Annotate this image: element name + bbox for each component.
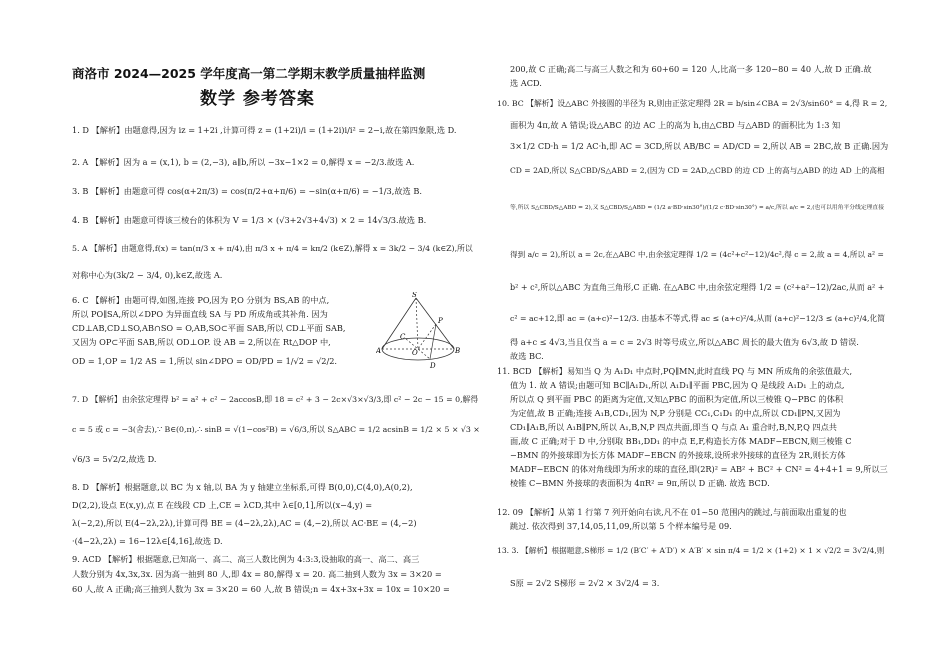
answer-11-line-2: 值为 1. 故 A 错误;由题可知 BC∥A₁D₁,所以 A₁D₁∥平面 PBC,因为 Q 是线段 A₁D₁ 上的动点, (510, 380, 845, 390)
answer-7-line-2: c = 5 或 c = −3(舍去),∵ B∈(0,π),∴ sinB = √(1−cos²B) = √6/3,所以 S△ABC = 1/2 acsinB = 1/2 × 5 × √3 × (72, 425, 480, 434)
answer-8-line-4: ·(4−2λ,2λ) = 16−12λ∈[4,16],故选 D. (72, 536, 223, 546)
answer-2: 2. A 【解析】因为 a = (x,1), b = (2,−3), a∥b,所以 −3x−1×2 = 0,解得 x = −2/3.故选 A. (72, 157, 415, 167)
label-b: B (455, 347, 461, 355)
answer-8-line-2: D(2,2),设点 E(x,y),点 E 在线段 CD 上,CE = λCD,其中 λ∈[0,1],所以(x−4,y) = (72, 500, 373, 510)
answer-11-line-7: −BMN 的外接球即为长方体 MADF−EBCN 的外接球,设所求外接球的直径为 2R,则长方体 (510, 450, 846, 460)
answer-11-line-6: 面,故 C 正确;对于 D 中,分别取 BB₁,DD₁ 的中点 E,F,构造长方体 MADF−EBCN,则三棱锥 C (510, 436, 852, 446)
answer-5-line-1: 5. A 【解析】由题意得,f(x) = tan(π/3 x + π/4),由 π/3 x + π/4 = kπ/2 (k∈Z),解得 x = 3k/2 − 3/4 (k∈Z),所以 (72, 244, 473, 253)
answer-9-line-1: 9. ACD 【解析】根据题意,已知高一、高二、高三人数比例为 4:3:3,设抽取的高一、高二、高三 (72, 554, 420, 564)
answer-6-line-3: CD⊥AB,CD⊥SO,AB∩SO = O,AB,SO⊂平面 SAB,所以 CD⊥平面 SAB, (72, 323, 346, 333)
label-d: D (430, 362, 436, 370)
answer-7-line-3: √6/3 = 5√2/2,故选 D. (72, 454, 157, 464)
answer-10-line-3: 3×1/2 CD·h = 1/2 AC·h,即 AC = 3CD,所以 AB/BC = AD/CD = 2,所以 AB = 2BC,故 B 正确.因为 (510, 141, 889, 151)
answer-5-line-2: 对称中心为(3k/2 − 3/4, 0),k∈Z,故选 A. (72, 270, 223, 280)
answer-10-line-1: 10. BC 【解析】设△ABC 外接圆的半径为 R,则由正弦定理得 2R = b/sin∠CBA = 2√3/sin60° = 4,得 R = 2, (497, 99, 888, 108)
answer-6-line-4: 又因为 OP⊂平面 SAB,所以 OD⊥OP. 设 AB = 2,所以在 Rt△DOP 中, (72, 337, 331, 347)
answer-11-line-4: 为定值,故 B 正确;连接 A₁B,CD₁,因为 N,P 分别是 CC₁,C₁D₁ 的中点,所以 CD₁∥PN,又因为 (510, 408, 841, 418)
answer-6-line-2: 所以 PO∥SA,所以∠DPO 为异面直线 SA 与 PD 所成角或其补角. 因为 (72, 309, 328, 319)
label-s: S (412, 292, 417, 299)
answer-11-line-8: MADF−EBCN 的体对角线即为所求的球的直径,即(2R)² = AB² + BC² + CN² = 4+4+1 = 9,所以三 (510, 464, 888, 474)
answer-11-line-9: 棱锥 C−BMN 外接球的表面积为 4πR² = 9π,所以 D 正确. 故选 BCD. (510, 478, 770, 488)
answer-13-line-2: S原 = 2√2 S梯形 = 2√2 × 3√2/4 = 3. (510, 578, 660, 588)
cone-segment-pd (430, 324, 436, 359)
answer-10-line-2: 面积为 4π,故 A 错误;设△ABC 的边 AC 上的高为 h,由△CBD 与△ABD 的面积比为 1:3 知 (510, 120, 841, 130)
answer-9-line-2: 人数分别为 4x,3x,3x. 因为高一抽到 80 人,即 4x = 80,解得 x = 20. 高二抽到人数为 3x = 3×20 = (72, 569, 442, 579)
answer-12-line-1: 12. 09 【解析】从第 1 行第 7 列开始向右读,凡不在 01~50 范围内的跳过,与前面取出重复的也 (497, 507, 847, 517)
answer-10-line-6: 得到 a/c = 2),所以 a = 2c,在△ABC 中,由余弦定理得 1/2 = (4c²+c²−12)/4c²,得 c = 2,故 a = 4,所以 a² = (510, 250, 884, 259)
page-title: 商洛市 2024—2025 学年度高一第二学期末教学质量抽样监测 (72, 66, 426, 81)
answer-3: 3. B 【解析】由题意可得 cos(α+2π/3) = cos(π/2+α+π/6) = −sin(α+π/6) = −1/3,故选 B. (72, 186, 422, 196)
cone-figure (376, 292, 462, 372)
answer-11-line-3: 所以点 Q 到平面 PBC 的距离为定值,又知△PBC 的面积为定值,所以三棱锥 Q−PBC 的体积 (510, 394, 844, 404)
answer-6-line-5: OD = 1,OP = 1/2 AS = 1,所以 sin∠DPO = OD/PD = 1/√2 = √2/2. (72, 356, 338, 366)
label-p: P (438, 317, 443, 325)
answer-10-line-8: c² = ac+12,即 ac = (a+c)²−12/3. 由基本不等式,得 ac ≤ (a+c)²/4,从而 (a+c)²−12/3 ≤ (a+c)²/4,化简 (510, 314, 886, 323)
cone-edge-sb (416, 298, 454, 349)
answer-1: 1. D 【解析】由题意得,因为 iz = 1+2i ,计算可得 z = (1+2i)/i = (1+2i)i/i² = 2−i,故在第四象限,选 D. (72, 125, 457, 135)
answer-8-line-3: λ(−2,2),所以 E(4−2λ,2λ),计算可得 BE = (4−2λ,2λ),AC = (4,−2),所以 AC·BE = (4,−2) (72, 518, 417, 528)
answer-9-line-3: 60 人,故 A 正确;高三抽到人数为 3x = 3×20 = 60 人,故 B 错误;n = 4x+3x+3x = 10x = 10×20 = (72, 584, 450, 594)
answer-9-continued-line-1: 200,故 C 正确;高二与高三人数之和为 60+60 = 120 人,比高一多 120−80 = 40 人,故 D 正确.故 (510, 64, 872, 74)
cone-axis-so (416, 298, 418, 349)
label-o: O (412, 349, 418, 357)
answer-11-line-5: CD₁∥A₁B,所以 A₁B∥PN,所以 A₁,B,N,P 四点共面,即当 Q 与点 A₁ 重合时,B,N,P,Q 四点共 (510, 422, 837, 432)
answer-10-line-9: 得 a+c ≤ 4√3,当且仅当 a = c = 2√3 时等号成立,所以△ABC 周长的最大值为 6√3,故 D 错误. (510, 337, 859, 347)
label-c: C (400, 333, 406, 341)
page-subtitle: 数学 参考答案 (200, 89, 315, 109)
answer-4: 4. B 【解析】由题意可得该三棱台的体积为 V = 1/3 × (√3+2√3+4√3) × 2 = 14√3/3.故选 B. (72, 215, 427, 225)
answer-9-continued-line-2: 选 ACD. (510, 78, 542, 88)
cone-segment-po (418, 324, 436, 349)
label-a: A (376, 347, 382, 355)
answer-7-line-1: 7. D 【解析】由余弦定理得 b² = a² + c² − 2accosB,即 18 = c² + 3 − 2c×√3×√3/3,即 c² − 2c − 15 = 0,解得 (72, 395, 479, 404)
answer-10-line-10: 故选 BC. (510, 351, 544, 361)
answer-12-line-2: 跳过. 依次得到 37,14,05,11,09,所以第 5 个样本编号是 09. (510, 521, 732, 531)
answer-10-line-4: CD = 2AD,所以 S△CBD/S△ABD = 2,(因为 CD = 2AD,△CBD 的边 CD 上的高与△ABD 的边 AD 上的高相 (510, 166, 885, 175)
answer-10-line-5: 等,所以 S△CBD/S△ABD = 2),又 S△CBD/S△ABD = (1/2 a·BD·sin30°)/(1/2 c·BD·sin30°) = a/c,所以 a/c = 2,(也可以用角平分线定理直接 (510, 205, 885, 211)
answer-13-line-1: 13. 3. 【解析】根据题意,S梯形 = 1/2 (B′C′ + A′D′) × A′B′ × sin π/4 = 1/2 × (1+2) × 1 × √2/2 = 3√2/4,则 (497, 546, 885, 555)
answer-11-line-1: 11. BCD 【解析】易知当 Q 为 A₁D₁ 中点时,PQ∥MN,此时直线 PQ 与 MN 所成角的余弦值最大, (497, 366, 853, 376)
cone-edge-sa (382, 298, 416, 349)
answer-10-line-7: b² + c²,所以△ABC 为直角三角形,C 正确. 在△ABC 中,由余弦定理得 1/2 = (c²+a²−12)/2ac,从而 a² + (510, 283, 885, 292)
answer-6-line-1: 6. C 【解析】由题可得,如图,连接 PO,因为 P,O 分别为 BS,AB 的中点, (72, 295, 330, 305)
answer-8-line-1: 8. D 【解析】根据题意,以 BC 为 x 轴,以 BA 为 y 轴建立坐标系,可得 B(0,0),C(4,0),A(0,2), (72, 482, 413, 492)
